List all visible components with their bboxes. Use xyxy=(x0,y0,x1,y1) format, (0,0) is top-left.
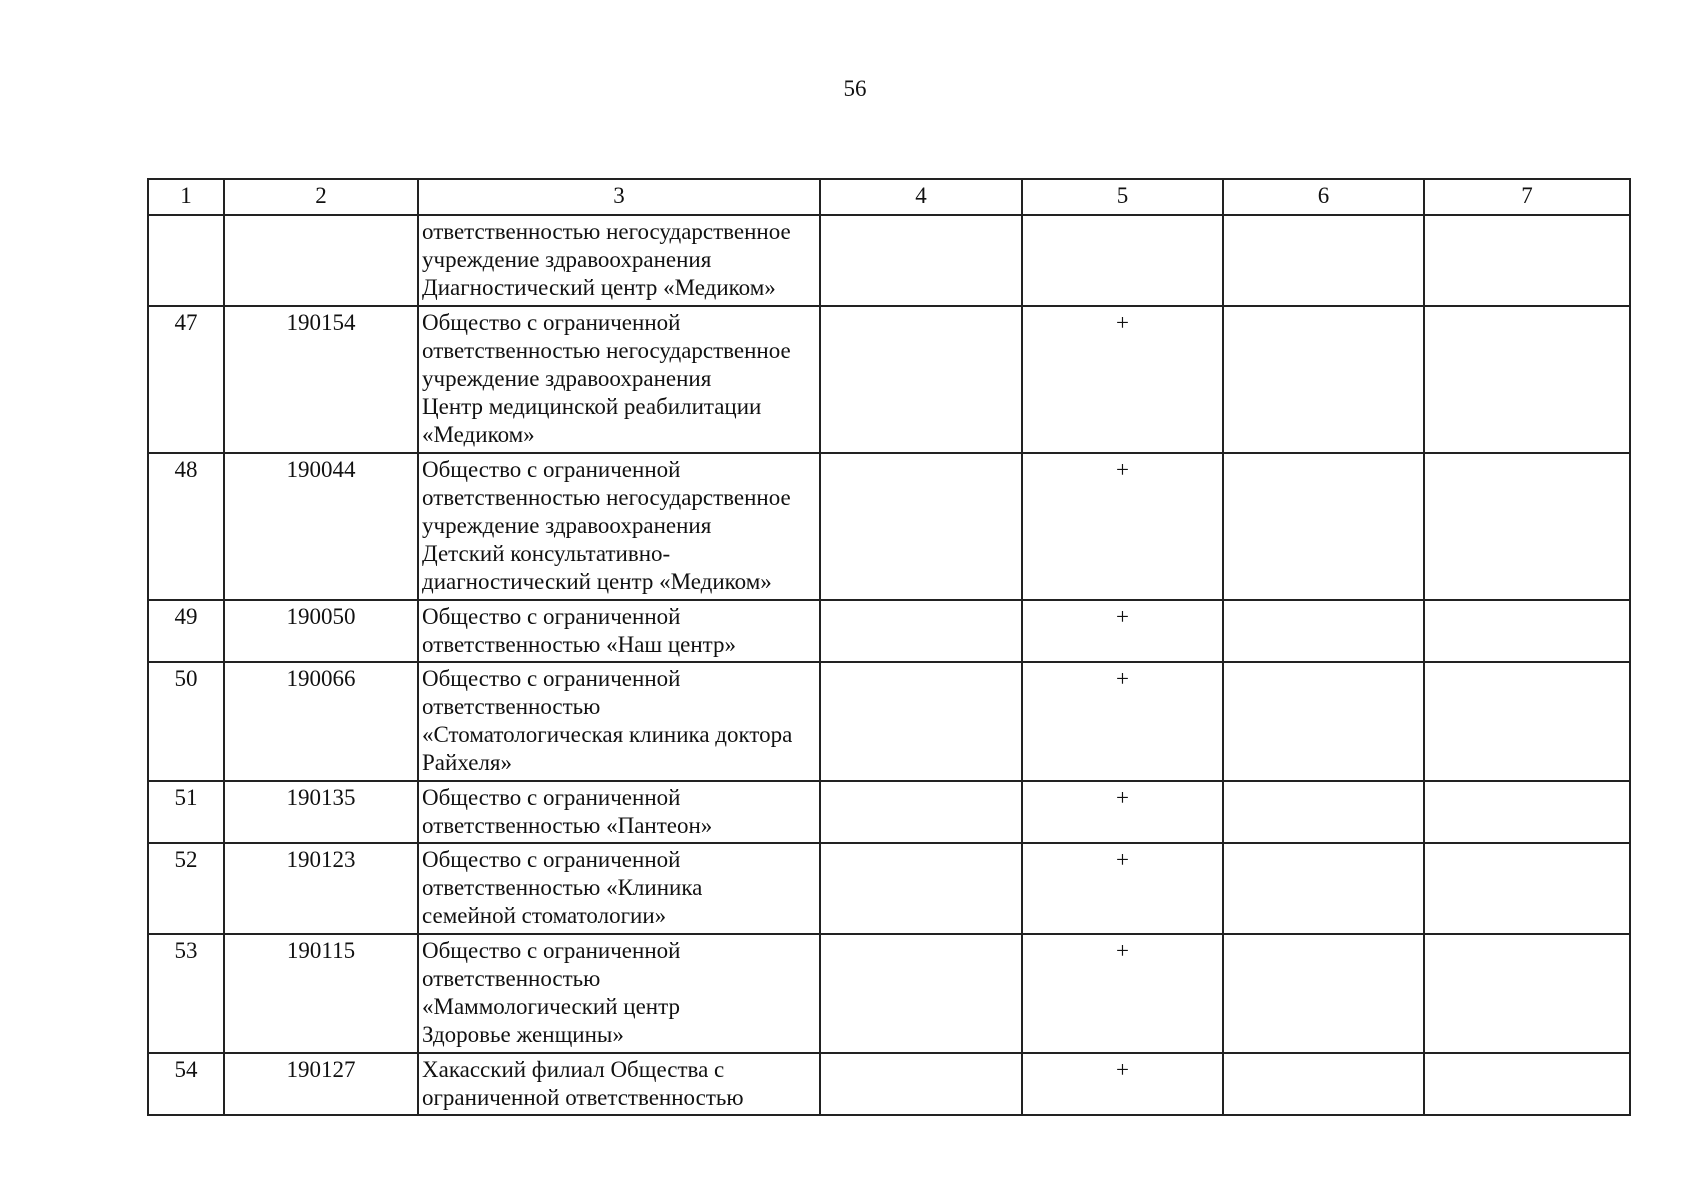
column-4-cell xyxy=(820,215,1022,306)
row-number-cell: 53 xyxy=(148,934,224,1053)
page-number: 56 xyxy=(843,76,867,101)
table-row xyxy=(148,1053,1630,1115)
column-7-cell xyxy=(1424,662,1630,781)
table-row xyxy=(148,600,1630,662)
organization-name-cell: Общество с ограниченной ответственностью «Маммологический центр Здоровье женщины» xyxy=(418,934,820,1053)
registry-code-cell: 190127 xyxy=(224,1053,418,1115)
table-row xyxy=(148,662,1630,781)
column-5-mark-cell: + xyxy=(1022,843,1223,934)
row-number-cell: 48 xyxy=(148,453,224,600)
registry-code-cell: 190123 xyxy=(224,843,418,934)
document-table xyxy=(147,178,1631,1116)
table-row xyxy=(148,453,1630,600)
row-number-cell: 47 xyxy=(148,306,224,453)
table-row xyxy=(148,843,1630,934)
column-6-cell xyxy=(1223,662,1424,781)
header-cell-4: 4 xyxy=(820,179,1022,215)
registry-code-cell: 190115 xyxy=(224,934,418,1053)
organization-name-cell: Общество с ограниченной ответственностью «Клиника семейной стоматологии» xyxy=(418,843,820,934)
column-6-cell xyxy=(1223,934,1424,1053)
header-cell-2: 2 xyxy=(224,179,418,215)
column-7-cell xyxy=(1424,843,1630,934)
column-4-cell xyxy=(820,781,1022,843)
organization-name-cell: ответственностью негосударственное учреждение здравоохранения Диагностический центр «Медиком» xyxy=(418,215,820,306)
table-header-row xyxy=(148,179,1630,215)
header-cell-1: 1 xyxy=(148,179,224,215)
header-cell-5: 5 xyxy=(1022,179,1223,215)
column-6-cell xyxy=(1223,600,1424,662)
organization-name-cell: Общество с ограниченной ответственностью «Пантеон» xyxy=(418,781,820,843)
table-row xyxy=(148,306,1630,453)
row-number-cell: 54 xyxy=(148,1053,224,1115)
header-cell-3: 3 xyxy=(418,179,820,215)
column-5-mark-cell xyxy=(1022,215,1223,306)
row-number-cell: 52 xyxy=(148,843,224,934)
table-row xyxy=(148,934,1630,1053)
column-4-cell xyxy=(820,1053,1022,1115)
registry-code-cell: 190154 xyxy=(224,306,418,453)
column-4-cell xyxy=(820,843,1022,934)
organization-name-cell: Хакасский филиал Общества с ограниченной ответственностью xyxy=(418,1053,820,1115)
registry-code-cell: 190050 xyxy=(224,600,418,662)
table-row xyxy=(148,781,1630,843)
column-5-mark-cell: + xyxy=(1022,662,1223,781)
registry-code-cell: 190135 xyxy=(224,781,418,843)
column-5-mark-cell: + xyxy=(1022,306,1223,453)
column-6-cell xyxy=(1223,215,1424,306)
column-4-cell xyxy=(820,453,1022,600)
column-4-cell xyxy=(820,934,1022,1053)
organization-name-cell: Общество с ограниченной ответственностью негосударственное учреждение здравоохранения Центр медицинской реабилитации «Медиком» xyxy=(418,306,820,453)
table-row xyxy=(148,215,1630,306)
header-cell-7: 7 xyxy=(1424,179,1630,215)
column-7-cell xyxy=(1424,1053,1630,1115)
column-7-cell xyxy=(1424,215,1630,306)
column-5-mark-cell: + xyxy=(1022,934,1223,1053)
row-number-cell: 50 xyxy=(148,662,224,781)
row-number-cell xyxy=(148,215,224,306)
column-7-cell xyxy=(1424,934,1630,1053)
organization-name-cell: Общество с ограниченной ответственностью «Наш центр» xyxy=(418,600,820,662)
registry-code-cell: 190044 xyxy=(224,453,418,600)
column-6-cell xyxy=(1223,781,1424,843)
registry-code-cell: 190066 xyxy=(224,662,418,781)
organization-name-cell: Общество с ограниченной ответственностью «Стоматологическая клиника доктора Райхеля» xyxy=(418,662,820,781)
column-4-cell xyxy=(820,600,1022,662)
header-cell-6: 6 xyxy=(1223,179,1424,215)
column-6-cell xyxy=(1223,306,1424,453)
column-4-cell xyxy=(820,306,1022,453)
column-7-cell xyxy=(1424,453,1630,600)
column-5-mark-cell: + xyxy=(1022,1053,1223,1115)
registry-code-cell xyxy=(224,215,418,306)
row-number-cell: 51 xyxy=(148,781,224,843)
organization-name-cell: Общество с ограниченной ответственностью негосударственное учреждение здравоохранения Детский консультативно- диагностический центр «Медиком» xyxy=(418,453,820,600)
column-7-cell xyxy=(1424,306,1630,453)
column-5-mark-cell: + xyxy=(1022,781,1223,843)
column-4-cell xyxy=(820,662,1022,781)
row-number-cell: 49 xyxy=(148,600,224,662)
column-6-cell xyxy=(1223,1053,1424,1115)
column-5-mark-cell: + xyxy=(1022,453,1223,600)
column-5-mark-cell: + xyxy=(1022,600,1223,662)
column-6-cell xyxy=(1223,453,1424,600)
column-6-cell xyxy=(1223,843,1424,934)
column-7-cell xyxy=(1424,781,1630,843)
column-7-cell xyxy=(1424,600,1630,662)
